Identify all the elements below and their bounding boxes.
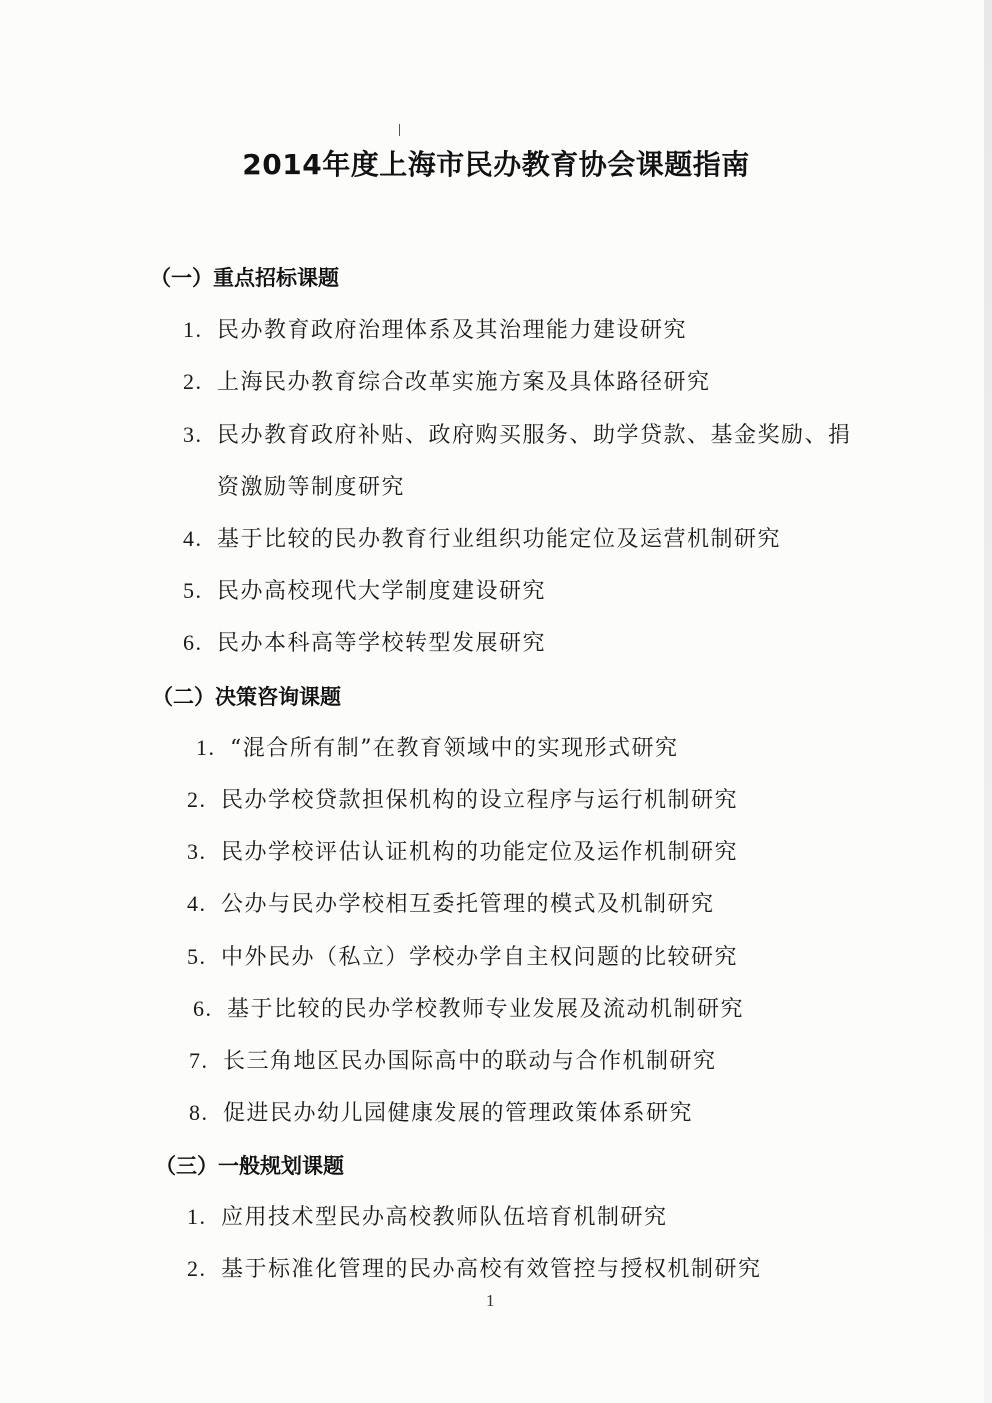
item-text: 应用技术型民办高校教师队伍培育机制研究 xyxy=(221,1205,668,1230)
item-number: 1. xyxy=(183,317,203,342)
item-text: 民办学校评估认证机构的功能定位及运作机制研究 xyxy=(221,840,739,865)
item-continuation: 资激励等制度研究 xyxy=(217,475,406,500)
item-number: 2. xyxy=(187,787,207,812)
item-number: 1. xyxy=(187,1204,207,1229)
item-number: 5. xyxy=(187,944,207,969)
list-item xyxy=(193,992,744,1023)
item-text: 基于标准化管理的民办高校有效管控与授权机制研究 xyxy=(221,1257,762,1282)
item-number: 8. xyxy=(189,1100,209,1125)
item-number: 6. xyxy=(183,630,203,655)
item-number: 4. xyxy=(187,891,207,916)
item-number: 2. xyxy=(183,369,203,394)
item-text: 基于比较的民办学校教师专业发展及流动机制研究 xyxy=(227,997,745,1022)
item-number: 5. xyxy=(183,578,203,603)
list-item xyxy=(189,1044,717,1075)
page-number: 1 xyxy=(486,1291,495,1310)
list-item xyxy=(189,1096,693,1127)
list-item xyxy=(187,940,738,971)
section-heading-2: （二）决策咨询课题 xyxy=(152,685,341,709)
item-text: 民办本科高等学校转型发展研究 xyxy=(217,631,547,656)
item-text: 基于比较的民办教育行业组织功能定位及运营机制研究 xyxy=(217,527,782,552)
section-heading-1: （一）重点招标课题 xyxy=(150,266,339,290)
list-item xyxy=(187,1200,668,1231)
scan-edge xyxy=(984,0,992,1403)
list-item xyxy=(183,365,711,396)
item-number: 3. xyxy=(183,422,203,447)
item-text: 民办教育政府治理体系及其治理能力建设研究 xyxy=(217,318,688,343)
item-number: 1. xyxy=(196,735,216,760)
item-text: 民办学校贷款担保机构的设立程序与运行机制研究 xyxy=(221,788,739,813)
section-heading-3: （三）一般规划课题 xyxy=(155,1154,344,1178)
list-item xyxy=(187,783,738,814)
item-number: 4. xyxy=(183,526,203,551)
list-item xyxy=(187,1252,762,1283)
list-item xyxy=(183,418,852,449)
list-item xyxy=(183,313,687,344)
item-text: 上海民办教育综合改革实施方案及具体路径研究 xyxy=(217,370,711,395)
item-number: 7. xyxy=(189,1048,209,1073)
item-text: 公办与民办学校相互委托管理的模式及机制研究 xyxy=(221,892,715,917)
list-item xyxy=(187,835,738,866)
list-item xyxy=(187,887,715,918)
item-text: 长三角地区民办国际高中的联动与合作机制研究 xyxy=(223,1049,717,1074)
item-text: 民办教育政府补贴、政府购买服务、助学贷款、基金奖励、捐 xyxy=(217,423,852,448)
document-title: 2014年度上海市民办教育协会课题指南 xyxy=(242,148,750,181)
list-item xyxy=(183,574,546,605)
item-text: “混合所有制”在教育领域中的实现形式研究 xyxy=(230,736,679,761)
item-number: 6. xyxy=(193,996,213,1021)
scan-speck xyxy=(399,124,400,136)
item-text: 促进民办幼儿园健康发展的管理政策体系研究 xyxy=(223,1101,694,1126)
item-number: 2. xyxy=(187,1256,207,1281)
item-text: 中外民办（私立）学校办学自主权问题的比较研究 xyxy=(221,945,739,970)
list-item xyxy=(183,522,781,553)
item-number: 3. xyxy=(187,839,207,864)
list-item xyxy=(183,626,546,657)
item-text: 民办高校现代大学制度建设研究 xyxy=(217,579,547,604)
list-item xyxy=(196,731,679,762)
